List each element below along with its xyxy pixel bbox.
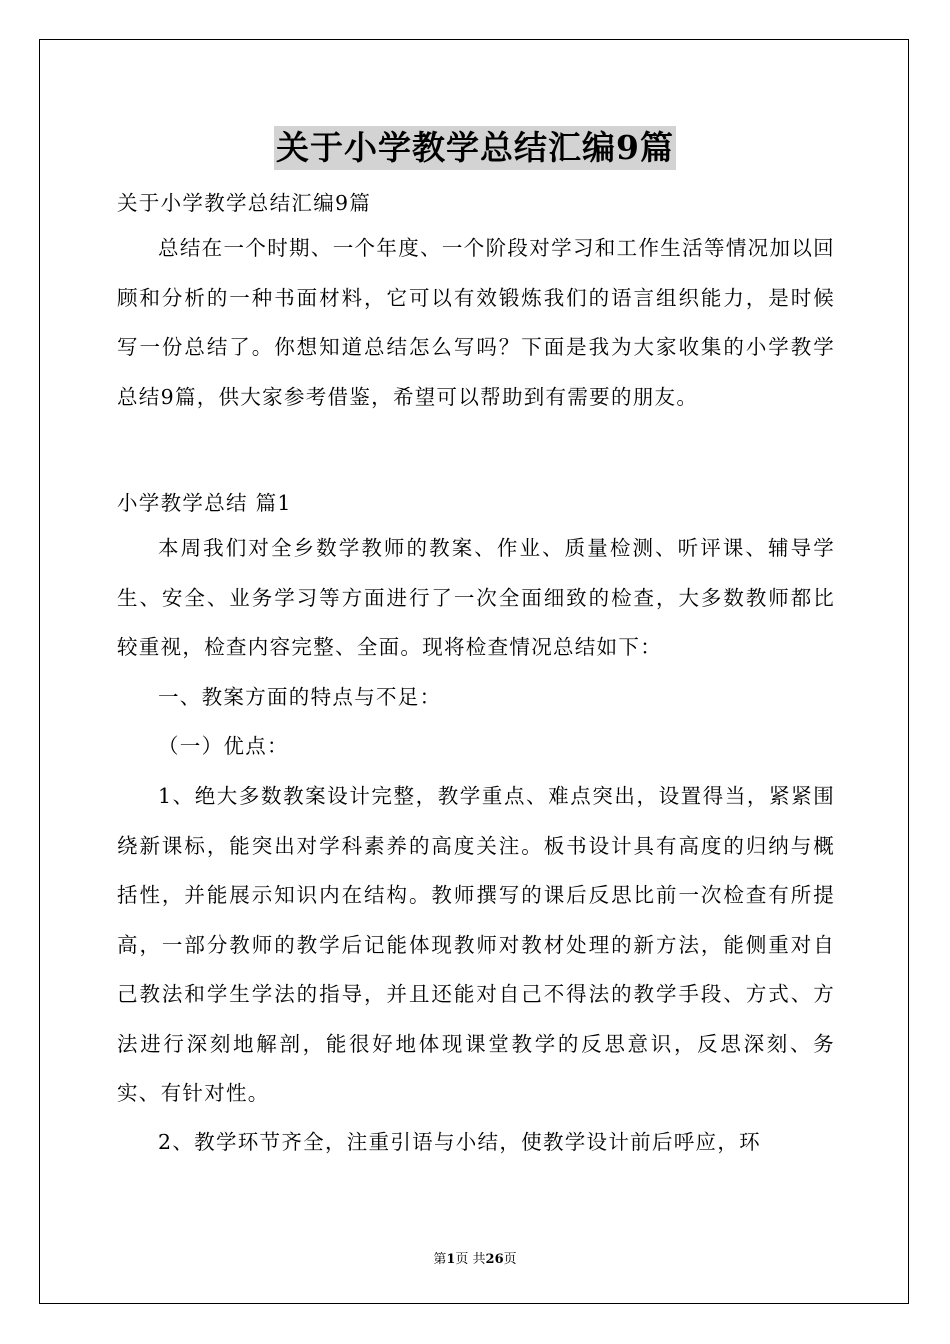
- paragraph: 一、教案方面的特点与不足：: [158, 685, 442, 709]
- document-subtitle: 关于小学教学总结汇编9篇: [117, 191, 372, 215]
- paragraph: 2、教学环节齐全，注重引语与小结，使教学设计前后呼应，环: [158, 1130, 761, 1154]
- paragraph: （一）优点：: [158, 734, 289, 758]
- paragraph: 1、绝大多数教案设计完整，教学重点、难点突出，设置得当，紧紧围绕新课标，能突出对学科素养的高度关注。板书设计具有高度的归纳与概括性，并能展示知识内在结构。教师撰写的课后反思比前一次检查有所提高，一部分教师的教学后记能体现教师对教材处理的新方法，能侧重对自己教法和学生学法的指导，并且还能对自己不得法的教学手段、方式、方法进行深刻地解剖，能很好地体现课堂教学的反思意识，反思深刻、务实、有针对性。: [117, 784, 835, 1105]
- section-heading: 小学教学总结 篇1: [117, 491, 292, 515]
- footer-prefix: 第: [433, 1252, 447, 1267]
- page-number: 1: [446, 1252, 456, 1267]
- page-footer: [0, 1248, 950, 1267]
- document-title: 关于小学教学总结汇编9篇: [274, 126, 676, 170]
- intro-paragraph: 总结在一个时期、一个年度、一个阶段对学习和工作生活等情况加以回顾和分析的一种书面材料，它可以有效锻炼我们的语言组织能力，是时候写一份总结了。你想知道总结怎么写吗？下面是我为大家收集的小学教学总结9篇，供大家参考借鉴，希望可以帮助到有需要的朋友。: [117, 236, 835, 409]
- paragraph: 本周我们对全乡数学教师的教案、作业、质量检测、听评课、辅导学生、安全、业务学习等方面进行了一次全面细致的检查，大多数教师都比较重视，检查内容完整、全面。现将检查情况总结如下：: [117, 536, 835, 659]
- title-container: [0, 126, 950, 170]
- total-pages: 26: [485, 1252, 504, 1267]
- footer-mid: 页 共: [455, 1252, 486, 1267]
- footer-suffix: 页: [503, 1252, 517, 1267]
